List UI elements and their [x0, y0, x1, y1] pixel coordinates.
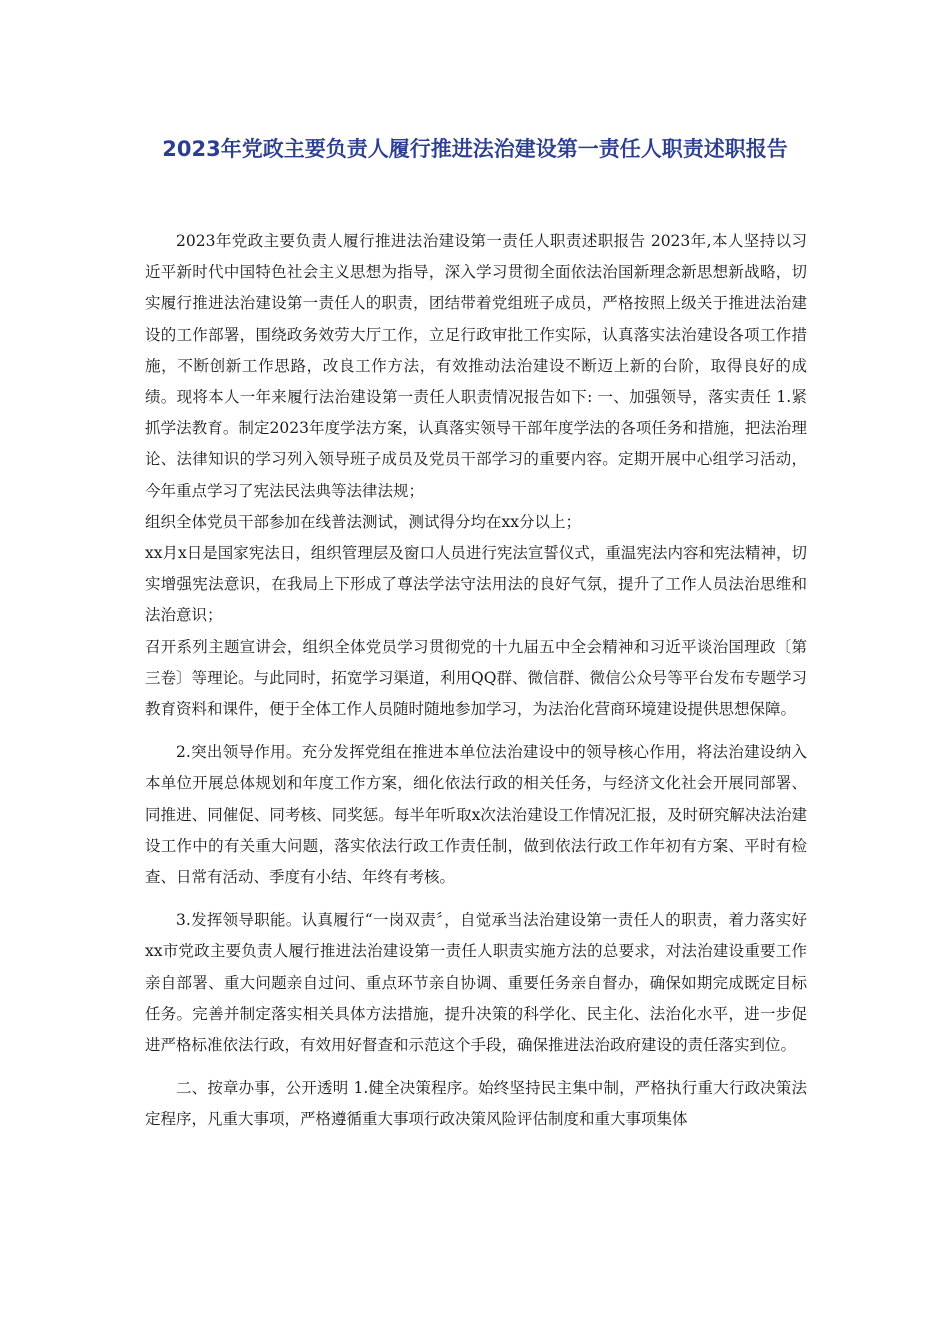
- paragraph-leadership-function: 3.发挥领导职能。认真履行“一岗双责〞，自觉承当法治建设第一责任人的职责，着力落实好xx市党政主要负责人履行推进法治建设第一责任人职责实施方法的总要求，对法治建设重要工作亲自部署、重大问题亲自过问、重点环节亲自协调、重要任务亲自督办，确保如期完成既定目标任务。完善并制定落实相关具体方法措施，提升决策的科学化、民主化、法治化水平，进一步促进严格标准依法行政，有效用好督查和示范这个手段，确保推进法治政府建设的责任落实到位。: [145, 911, 807, 1055]
- paragraph-decision-procedure: 二、按章办事，公开透明 1.健全决策程序。始终坚持民主集中制，严格执行重大行政决策法定程序，凡重大事项，严格遵循重大事项行政决策风险评估制度和重大事项集体: [145, 1079, 807, 1129]
- document-body: [145, 226, 807, 1136]
- paragraph-lecture-series: 召开系列主题宣讲会，组织全体党员学习贯彻党的十九届五中全会精神和习近平谈治国理政〔第三卷〕等理论。与此同时，拓宽学习渠道，利用QQ群、微信群、微信公众号等平台发布专题学习教育资料和课件，便于全体工作人员随时随地参加学习，为法治化营商环境建设提供思想保障。: [145, 637, 807, 719]
- paragraph-intro: 2023年党政主要负责人履行推进法治建设第一责任人职责述职报告 2023年,本人坚持以习近平新时代中国特色社会主义思想为指导，深入学习贯彻全面依法治国新理念新思想新战略，切实履行推进法治建设第一责任人的职责，团结带着党组班子成员，严格按照上级关于推进法治建设的工作部署，围绕政务效劳大厅工作，立足行政审批工作实际，认真落实法治建设各项工作措施，不断创新工作思路，改良工作方法，有效推动法治建设不断迈上新的台阶，取得良好的成绩。现将本人一年来履行法治建设第一责任人职责情况报告如下: 一、加强领导，落实责任 1.紧抓学法教育。制定2023年度学法方案，认真落实领导干部年度学法的各项任务和措施，把法治理论、法律知识的学习列入领导班子成员及党员干部学习的重要内容。定期开展中心组学习活动，今年重点学习了宪法民法典等法律法规；: [145, 232, 807, 500]
- document-title: 2023年党政主要负责人履行推进法治建设第一责任人职责述职报告: [162, 137, 788, 161]
- paragraph-leadership-role: 2.突出领导作用。充分发挥党组在推进本单位法治建设中的领导核心作用，将法治建设纳入本单位开展总体规划和年度工作方案，细化依法行政的相关任务，与经济文化社会开展同部署、同推进、同催促、同考核、同奖惩。每半年听取x次法治建设工作情况汇报，及时研究解决法治建设工作中的有关重大问题，落实依法行政工作责任制，做到依法行政工作年初有方案、平时有检查、日常有活动、季度有小结、年终有考核。: [145, 743, 807, 887]
- paragraph-online-test: 组织全体党员干部参加在线普法测试，测试得分均在xx分以上；: [145, 512, 581, 531]
- paragraph-constitution-day: xx月x日是国家宪法日，组织管理层及窗口人员进行宪法宣誓仪式，重温宪法内容和宪法精神，切实增强宪法意识，在我局上下形成了尊法学法守法用法的良好气氛，提升了工作人员法治思维和法治意识；: [145, 544, 807, 625]
